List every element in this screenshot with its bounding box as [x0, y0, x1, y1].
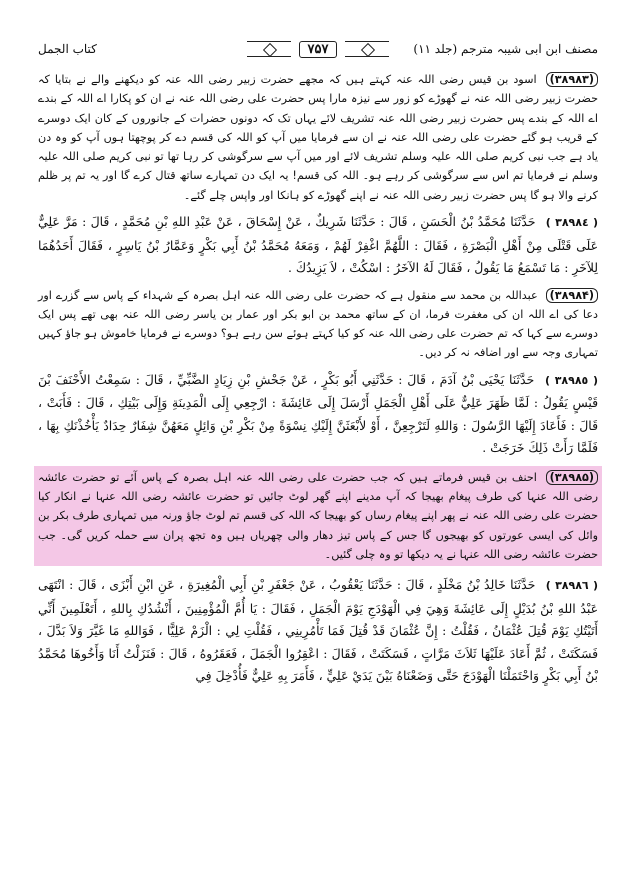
arabic-hadith-paragraph [38, 211, 598, 280]
hadith-number: (۳۸۹۸۳) [546, 72, 598, 87]
arabic-text: حَدَّثَنَا مُحَمَّدُ بْنُ الْحَسَنِ ، قَالَ : حَدَّثَنَا شَرِيكٌ ، عَنْ إِسْحَاقَ ، عَنْ عَبْدِ اللهِ بْنِ مُحَمَّدٍ ، قَالَ : مَرَّ عَلِيٌّ عَلَى قَتْلَى مِنْ أَهْلِ الْبَصْرَةِ ، فَقَالَ : اللَّهُمَّ اغْفِرْ لَهُمْ ، وَمَعَهُ مُحَمَّدُ بْنُ أَبِي بَكْرٍ وَعَمَّارُ بْنُ يَاسِرٍ ، فَقَالَ أَحَدُهُمَا لِلآخَرِ : مَا تَسْمَعُ مَا يَقُولُ ، فَقَالَ لَهُ الآخَرُ : اسْكُتْ ، لاَ يَزِيدُكَ . [38, 214, 598, 276]
page-header [38, 34, 598, 64]
hadith-number: ( ٣٨٩٨٥ ) [544, 373, 598, 387]
arabic-text: حَدَّثَنَا خَالِدُ بْنُ مَخْلَدٍ ، قَالَ : حَدَّثَنَا يَعْقُوبُ ، عَنْ جَعْفَرِ بْنِ أَبِي الْمُغِيرَةِ ، عَنِ ابْنِ أَبْزَى ، قَالَ : انْتَهَى عَبْدُ اللهِ بْنُ بُدَيْلٍ إِلَى عَائِشَةَ وَهِيَ فِي الْهَوْدَجِ يَوْمَ الْجَمَلِ ، فَقَالَ : يَا أُمَّ الْمُؤْمِنِينَ ، أَنْشُدُكِ بِاللهِ ، أَتَعْلَمِينَ أَنِّي أَتَيْتُكِ يَوْمَ قُتِلَ عُثْمَانُ ، فَقُلْتُ : إِنَّ عُثْمَانَ قَدْ قُتِلَ فَمَا تَأْمُرِينِي ، فَقُلْتِ لِي : الْزَمْ عَلِيًّا ، فَوَاللهِ مَا غَيَّرَ وَلاَ بَدَّلَ ، فَسَكَتَتْ ، ثُمَّ أَعَادَ عَلَيْهَا ثَلاَثَ مَرَّاتٍ ، فَسَكَتَتْ ، فَقَالَ : اعْقِرُوا الْجَمَلَ ، فَعَقَرُوهُ ، قَالَ : فَنَزَلْتُ أَنَا وَأَخُوهَا مُحَمَّدُ بْنُ أَبِي بَكْرٍ وَاحْتَمَلْنَا الْهَوْدَجَ حَتَّى وَضَعْنَاهُ بَيْنَ يَدَيْ عَلِيٍّ ، فَأَمَرَ بِهِ عَلِيٌّ فَأُدْخِلَ فِي [38, 577, 598, 684]
ornament-left-icon [247, 41, 291, 57]
arabic-hadith-paragraph [38, 369, 598, 460]
urdu-translation-paragraph [38, 70, 598, 205]
arabic-hadith-paragraph [38, 574, 598, 688]
page-content [38, 70, 598, 694]
urdu-text: عبداللہ بن محمد سے منقول ہے کہ حضرت علی رضی اللہ عنہ اہل بصرہ کے شہداء کے پاس سے گزرے اور دعا کی اے اللہ ان کی مغفرت فرما، ان کے ساتھ محمد بن ابو بکر اور عمار بن یاسر رضی اللہ عنہ بھی تھے پس ایک دوسرے سے کہا کہ تم حضرت علی رضی اللہ عنہ کو کیا کہتے ہوئے سن رہے ہو؟ دوسرے نے فرمایا خاموش ہو جاؤ کہیں تمہاری وجہ سے اور اضافہ نہ کر دیں۔ [38, 288, 598, 360]
chapter-title: کتاب الجمل [38, 42, 97, 56]
arabic-text: حَدَّثَنَا يَحْيَى بْنُ آدَمَ ، قَالَ : حَدَّثَنِي أَبُو بَكْرٍ ، عَنْ جَحْشِ بْنِ زِيَادٍ الضَّبِّيِّ ، قَالَ : سَمِعْتُ الأَحْنَفَ بْنَ قَيْسٍ يَقُولُ : لَمَّا ظَهَرَ عَلِيٌّ عَلَى أَهْلِ الْجَمَلِ أَرْسَلَ إِلَى عَائِشَةَ : ارْجِعِي إِلَى الْمَدِينَةِ وَإِلَى بَيْتِكِ ، قَالَ : فَأَبَتْ ، قَالَ : فَأَعَادَ إِلَيْهَا الرَّسُولَ : وَاللهِ لَتَرْجِعِنَّ ، أَوْ لأَبْعَثَنَّ إِلَيْكِ نِسْوَةً مِنْ بَكْرِ بْنِ وَائِلٍ مَعَهُنَّ شِفَارٌ حِدَادٌ يَأْخُذْنَكِ بِهَا ، فَلَمَّا رَأَتْ ذَلِكَ خَرَجَتْ . [38, 371, 598, 456]
page-number-group [247, 41, 390, 58]
urdu-translation-paragraph [38, 286, 598, 363]
hadith-number: ( ٣٨٩٨٤ ) [545, 216, 598, 230]
hadith-number: (۳۸۹۸۴) [546, 288, 598, 303]
book-title: مصنف ابن ابی شیبہ مترجم (جلد ۱۱) [413, 42, 598, 56]
hadith-number: (۳۸۹۸۵) [546, 470, 598, 485]
page-number: ۷۵۷ [299, 41, 338, 58]
highlighted-urdu-paragraph [34, 466, 602, 566]
urdu-text: اسود بن قیس رضی اللہ عنہ کہتے ہیں کہ مجھے حضرت زبیر رضی اللہ عنہ کو دیکھنے والے نے بتایا کہ حضرت زبیر رضی اللہ عنہ نے گھوڑے کو زور سے نیزہ مارا پس حضرت علی رضی اللہ عنہ نے ان کو پکارا اے اللہ کے بندے اے اللہ کے بندے پس حضرت زبیر رضی اللہ عنہ تشریف لائے یہاں تک کہ دونوں حضرات کے جانوروں کے کان ایک دوسرے کے قریب ہو گئے حضرت علی رضی اللہ عنہ نے ان سے فرمایا میں آپ کو اللہ کی قسم دے کر پوچھتا ہوں آپ کو وہ دن یاد ہے جب نبی کریم صلی اللہ علیہ وسلم تشریف لائے اور میں آپ سے سرگوشی کر رہا تھا تو نبی کریم صلی اللہ علیہ وسلم نے فرمایا تم اس سے سرگوشی کر رہے ہو۔ اللہ کی قسم! یہ ایک دن تمہارے ساتھ قتال کرے گا اور یہ تم پر ظلم کرنے والا ہو گا پس حضرت زبیر رضی اللہ عنہ نے اپنے گھوڑے کو ہانکا اور واپس چلے گئے۔ [38, 73, 598, 202]
hadith-number: ( ٣٨٩٨٦ ) [545, 579, 598, 593]
ornament-right-icon [345, 41, 389, 57]
urdu-text: احنف بن قیس فرماتے ہیں کہ جب حضرت علی رضی اللہ عنہ اہل بصرہ کے پاس آئے تو حضرت عائشہ رضی اللہ عنہا کی طرف پیغام بھیجا کہ آپ مدینے اپنے گھر لوٹ جائیں تو حضرت عائشہ رضی اللہ عنہا نے انکار کیا حضرت علی رضی اللہ عنہ نے پھر اپنے پیغام رساں کو بھیجا کہ اللہ کی قسم تم لوٹ جاؤ ورنہ میں تمہاری طرف بکر بن وائل کی ایسی عورتوں کو بھیجوں گا جس کے پاس تیز دھار والی چھریاں ہیں وہ تجھ پران سے حملہ کریں گی۔ جب حضرت عائشہ رضی اللہ عنہا نے یہ دیکھا تو وہ چلی گئیں۔ [38, 470, 598, 561]
